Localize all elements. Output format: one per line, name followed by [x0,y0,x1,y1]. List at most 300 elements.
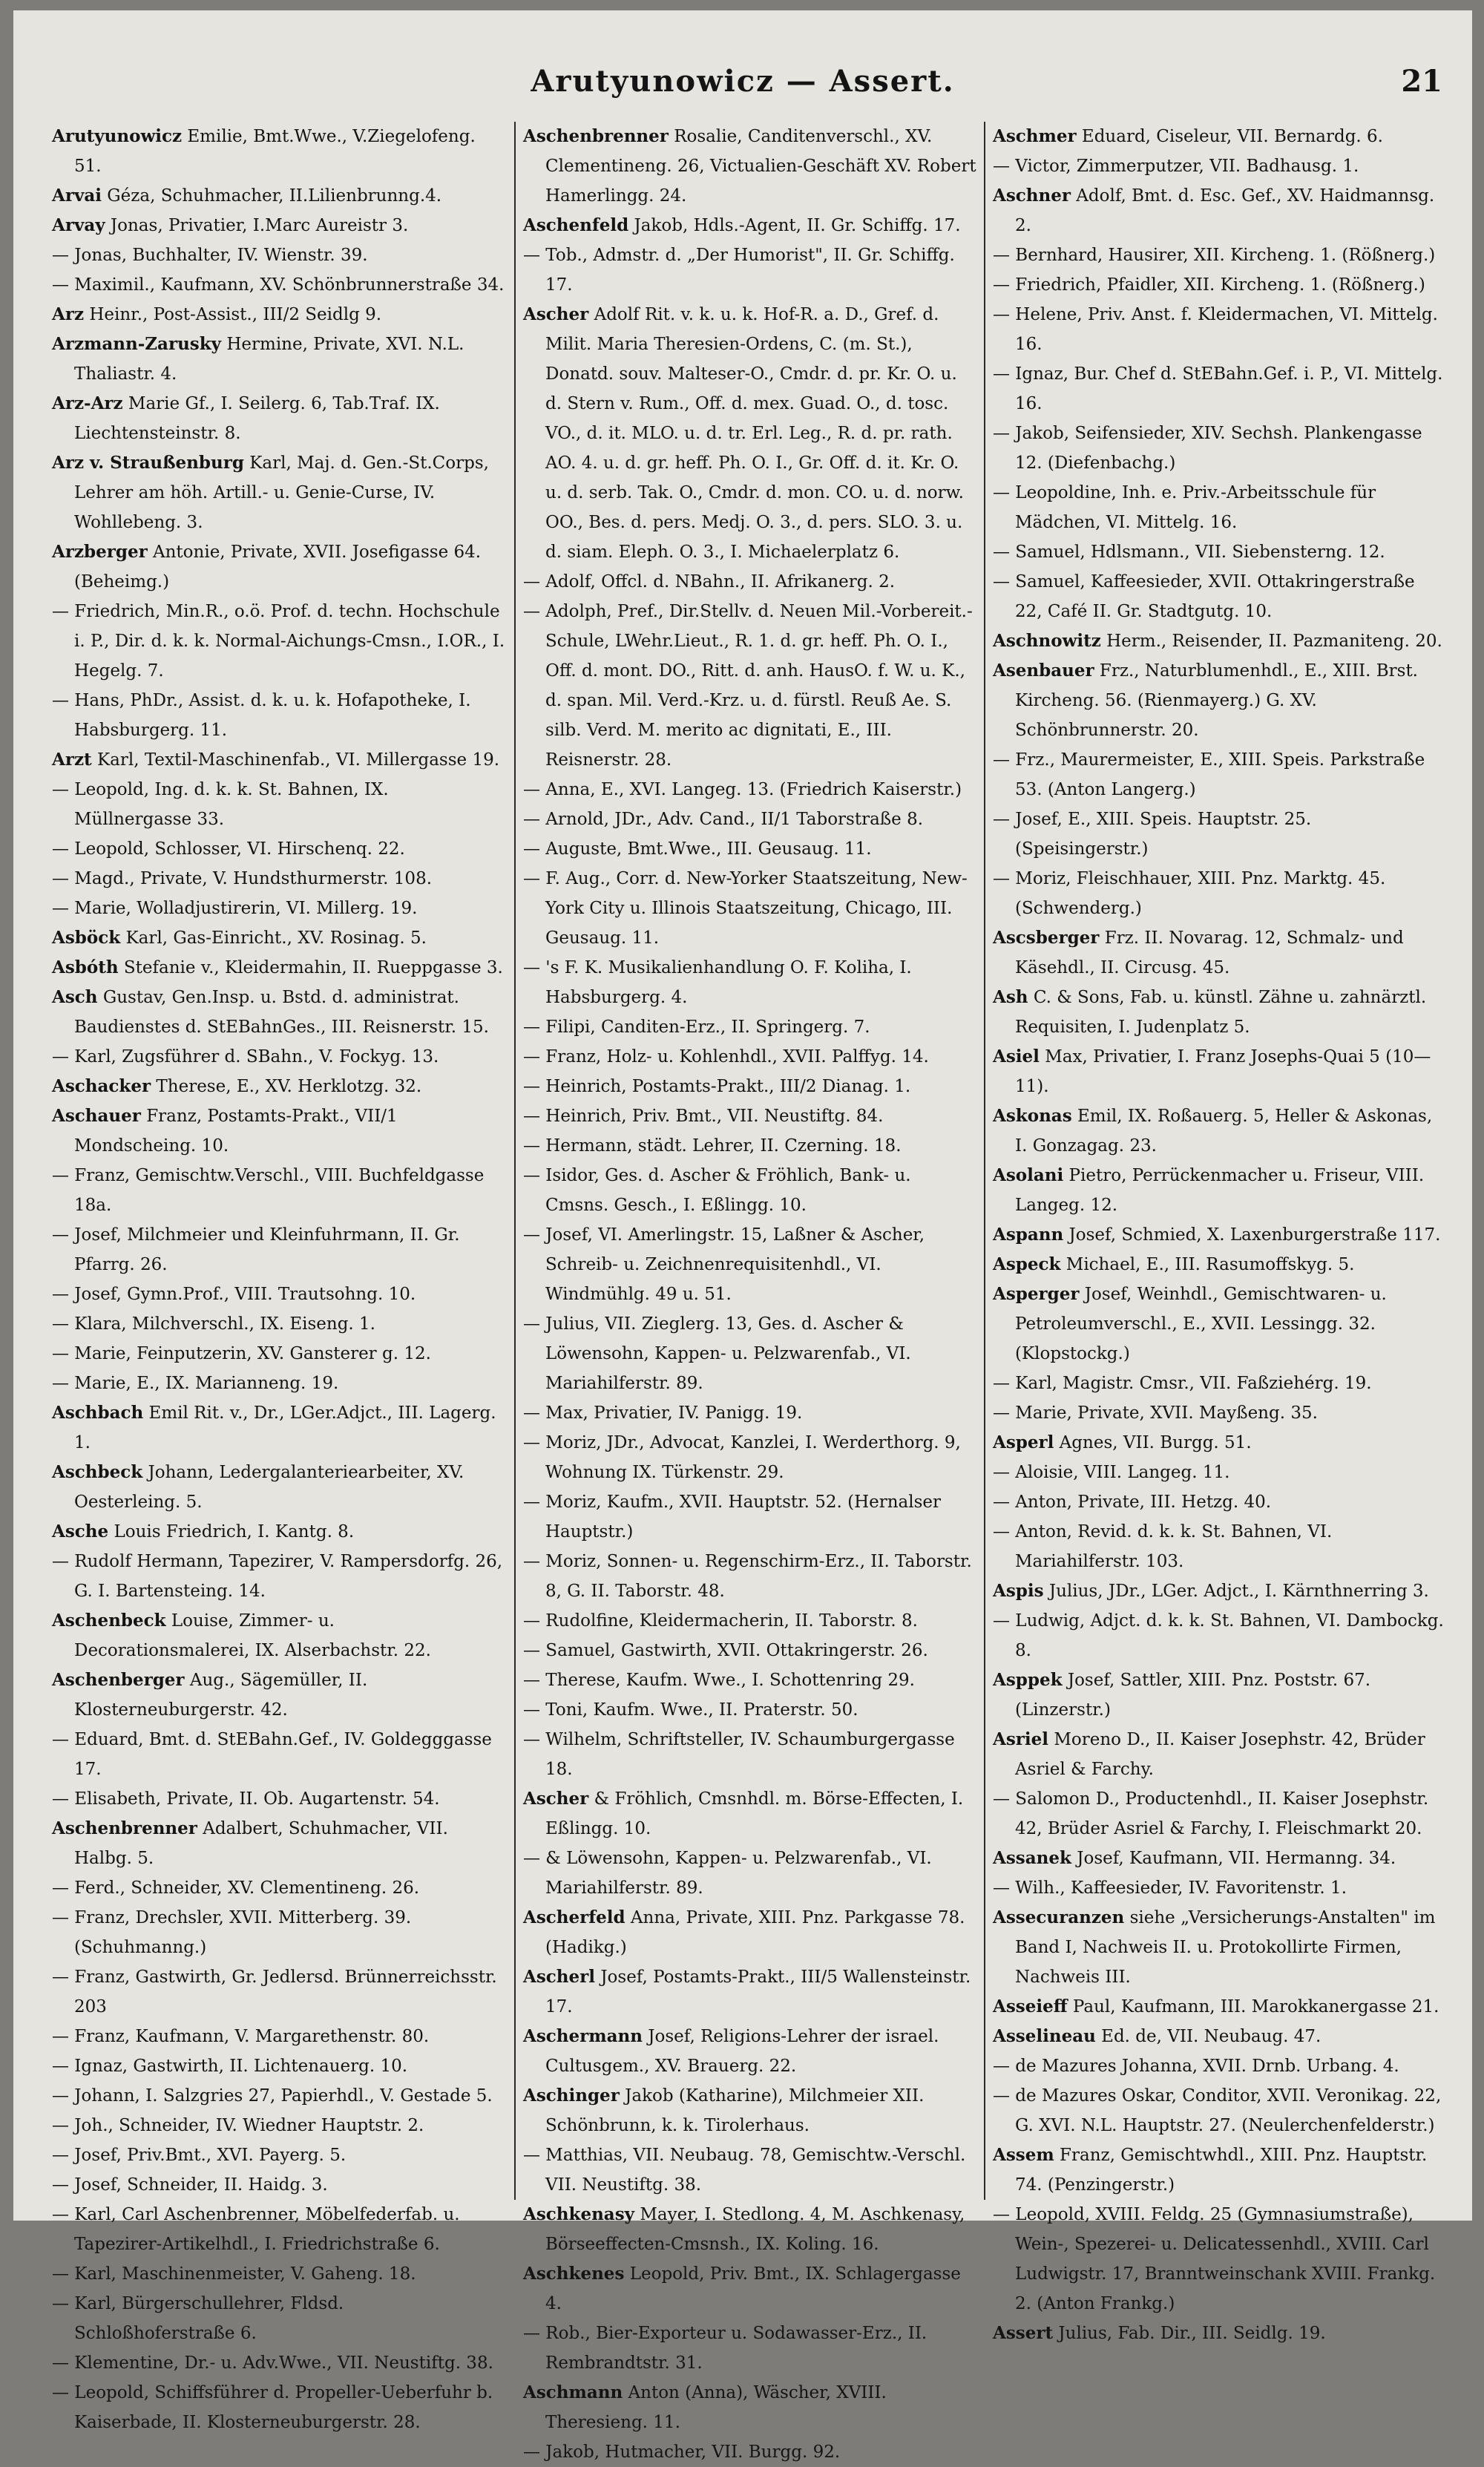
entry-details: Aug., Sägemüller, II. Klosterneuburgerstr. 42. [74,1671,368,1720]
directory-entry [52,2140,507,2170]
directory-entry [993,1250,1446,1280]
directory-entry [993,1844,1446,1873]
entry-surname: Asriel [993,1729,1049,1749]
entry-details: — Karl, Bürgerschullehrer, Fldsd. Schloßhoferstraße 6. [52,2294,344,2343]
entry-details: Frz. II. Novarag. 12, Schmalz- und Käsehdl., II. Circusg. 45. [1015,928,1404,977]
directory-entry [52,2051,507,2081]
entry-details: — Josef, VI. Amerlingstr. 15, Laßner & Ascher, Schreib- u. Zeichnenrequisitenhdl., VI. Windmühlg. 49 u. 51. [523,1225,925,1304]
directory-entry [523,597,976,775]
entry-details: — Josef, Schneider, II. Haidg. 3. [52,2175,328,2195]
entry-details: Emilie, Bmt.Wwe., V.Ziegelofeng. 51. [74,127,476,176]
directory-entry [993,567,1446,626]
directory-entry [523,1072,976,1101]
entry-details: — Wilhelm, Schriftsteller, IV. Schaumburgergasse 18. [523,1730,955,1779]
entry-details: — Samuel, Hdlsmann., VII. Siebensterng. 12. [993,543,1385,562]
entry-details: — Helene, Priv. Anst. f. Kleidermachen, VI. Mittelg. 16. [993,305,1438,354]
entry-details: — F. Aug., Corr. d. New-Yorker Staatszeitung, New-York City u. Illinois Staatszeitung, Chicago, III. Geusaug. 11. [523,869,968,948]
entry-details: — Adolph, Pref., Dir.Stellv. d. Neuen Mil.-Vorbereit.-Schule, LWehr.Lieut., R. 1. d. gr. heff. Ph. O. I., Off. d. mont. DO., Ritt. d. anh. HausO. f. W. u. K., d. span. Mil. Verd.-Krz. u. d. fürstl. Reuß Ae. S. silb. Verd. M. merito ac dignitati, E., III. Reisnerstr. 28. [523,602,973,770]
entry-details: — Ludwig, Adjct. d. k. k. St. Bahnen, VI. Dambockg. 8. [993,1611,1444,1660]
entry-details: — Filipi, Canditen-Erz., II. Springerg. 7. [523,1018,870,1037]
directory-entry [523,834,976,864]
entry-details: — Samuel, Gastwirth, XVII. Ottakringerstr. 26. [523,1641,928,1660]
directory-entry [523,1309,976,1398]
entry-details: Adolf, Bmt. d. Esc. Gef., XV. Haidmannsg. 2. [1015,186,1435,235]
directory-entry [993,1576,1446,1606]
entry-details: — Anna, E., XVI. Langeg. 13. (Friedrich Kaiserstr.) [523,780,962,799]
directory-entry [993,1458,1446,1487]
directory-entry [52,1725,507,1784]
entry-details: — Anton, Revid. d. k. k. St. Bahnen, VI. Mariahilferstr. 103. [993,1522,1333,1571]
entry-details: Michael, E., III. Rasumoffskyg. 5. [1060,1255,1355,1274]
entry-details: — Julius, VII. Zieglerg. 13, Ges. d. Ascher & Löwensohn, Kappen- u. Pelzwarenfab., VI. Mariahilferstr. 89. [523,1314,911,1393]
directory-entry [52,2200,507,2259]
directory-entry [523,953,976,1012]
entry-details: Moreno D., II. Kaiser Josephstr. 42, Brüder Asriel & Farchy. [1015,1730,1425,1779]
entry-details: Ed. de, VII. Neubaug. 47. [1095,2027,1322,2046]
directory-entry [52,1309,507,1339]
directory-entry [993,2140,1446,2200]
entry-surname: Arz [52,304,85,324]
entry-details: — Rudolfine, Kleidermacherin, II. Taborstr. 8. [523,1611,918,1631]
entry-details: — Franz, Gemischtw.Verschl., VIII. Buchfeldgasse 18a. [52,1166,485,1215]
entry-details: — Heinrich, Postamts-Prakt., III/2 Dianag. 1. [523,1077,911,1096]
directory-entry [52,448,507,537]
entry-details: — Elisabeth, Private, II. Ob. Augartenstr. 54. [52,1789,440,1809]
directory-entry [993,626,1446,656]
directory-entry [993,1992,1446,2022]
entry-details: — Rudolf Hermann, Tapezirer, V. Rampersdorfg. 26, G. I. Bartensteing. 14. [52,1552,503,1601]
directory-entry [523,2140,976,2200]
entry-details: Pietro, Perrückenmacher u. Friseur, VIII. Langeg. 12. [1015,1166,1425,1215]
entry-surname: Aschbeck [52,1462,143,1482]
directory-entry [993,745,1446,805]
directory-entry [52,864,507,894]
column-left [45,122,514,2432]
directory-entry [523,1012,976,1042]
directory-entry [52,2378,507,2437]
entry-details: — Josef, Gymn.Prof., VIII. Trautsohng. 10. [52,1285,416,1304]
entry-details: Paul, Kaufmann, III. Marokkanergasse 21. [1067,1997,1439,2016]
entry-details: — Marie, Feinputzerin, XV. Gansterer g. 12. [52,1344,431,1363]
entry-details: Josef, Religions-Lehrer der israel. Cultusgem., XV. Brauerg. 22. [545,2027,939,2076]
entry-details: — Isidor, Ges. d. Ascher & Fröhlich, Bank- u. Cmsns. Gesch., I. Eßlingg. 10. [523,1166,911,1215]
entry-surname: Arz-Arz [52,393,123,413]
directory-columns [45,122,1454,2462]
entry-surname: Aschermann [523,2026,643,2046]
directory-entry [52,389,507,448]
entry-details: — Ignaz, Bur. Chef d. StEBahn.Gef. i. P., VI. Mittelg. 16. [993,364,1443,413]
entry-surname: Arzmann-Zarusky [52,334,222,354]
entry-details: — Karl, Carl Aschenbrenner, Möbelfederfab. u. Tapezirer-Artikelhdl., I. Friedrichstraße 6. [52,2205,460,2254]
entry-details: Stefanie v., Kleidermahin, II. Rueppgasse 3. [118,958,503,977]
entry-surname: Assecuranzen [993,1907,1125,1927]
directory-entry [523,2200,976,2259]
entry-details: — Wilh., Kaffeesieder, IV. Favoritenstr. 1. [993,1878,1347,1898]
entry-details: Antonie, Private, XVII. Josefigasse 64. (Beheimg.) [74,543,482,592]
directory-entry [52,1903,507,1962]
directory-entry [523,1606,976,1636]
entry-surname: Assem [993,2145,1054,2165]
entry-details: — Anton, Private, III. Hetzg. 40. [993,1493,1272,1512]
directory-entry [523,1695,976,1725]
entry-details: — Aloisie, VIII. Langeg. 11. [993,1463,1230,1482]
entry-details: Max, Privatier, I. Franz Josephs-Quai 5 (10—11). [1015,1047,1431,1096]
directory-entry [52,953,507,983]
entry-surname: Aspeck [993,1254,1061,1274]
entry-surname: Ascher [523,1789,589,1809]
entry-details: Heinr., Post-Assist., III/2 Seidlg 9. [84,305,382,324]
entry-surname: Aspann [993,1225,1064,1245]
entry-details: — Moriz, Fleischhauer, XIII. Pnz. Marktg. 45. (Schwenderg.) [993,869,1386,918]
entry-details: — Franz, Holz- u. Kohlenhdl., XVII. Palffyg. 14. [523,1047,929,1067]
entry-details: — Hans, PhDr., Assist. d. k. u. k. Hofapotheke, I. Habsburgerg. 11. [52,691,471,740]
entry-details: Josef, Kaufmann, VII. Hermanng. 34. [1071,1849,1396,1868]
directory-entry [523,2081,976,2140]
entry-surname: Aschner [993,186,1071,206]
entry-details: — Bernhard, Hausirer, XII. Kircheng. 1. (Rößnerg.) [993,246,1436,265]
entry-details: Julius, Fab. Dir., III. Seidlg. 19. [1053,2324,1326,2343]
entry-details: — Salomon D., Productenhdl., II. Kaiser Josephstr. 42, Brüder Asriel & Farchy, I. Fleischmarkt 20. [993,1789,1429,1838]
entry-surname: Asbóth [52,957,119,977]
entry-surname: Asche [52,1521,109,1542]
directory-entry [52,894,507,923]
directory-entry [52,686,507,745]
entry-details: Emil Rit. v., Dr., LGer.Adjct., III. Lagerg. 1. [74,1403,496,1452]
entry-details: — Samuel, Kaffeesieder, XVII. Ottakringerstraße 22, Café II. Gr. Stadtgutg. 10. [993,572,1415,621]
directory-entry [52,122,507,181]
entry-details: siehe „Versicherungs-Anstalten" im Band I, Nachweis II. u. Protokollirte Firmen, Nachweis III. [1015,1908,1436,1987]
entry-surname: Asböck [52,928,121,948]
directory-entry [523,1487,976,1547]
directory-entry [523,1784,976,1844]
entry-details: Adolf Rit. v. k. u. k. Hof-R. a. D., Gref. d. Milit. Maria Theresien-Ordens, C. (m. St.), Donatd. souv. Malteser-O., Cmdr. d. pr. Kr. O. u. d. Stern v. Rum., Off. d. mex. Guad. O., d. tosc. VO., d. it. MLO. u. d. tr. Erl. Leg., R. d. pr. rath. AO. 4. u. d. gr. heff. Ph. O. I., Gr. Off. d. it. Kr. O. u. d. serb. Tak. O., Cmdr. d. mon. CO. u. d. norw. OO., Bes. d. pers. Medj. O. 3., d. pers. SLO. 3. u. d. siam. Eleph. O. 3., I. Michaelerplatz 6. [545,305,964,562]
entry-surname: Assanek [993,1848,1071,1868]
directory-entry [523,1398,976,1428]
directory-entry [993,864,1446,923]
entry-details: — Maximil., Kaufmann, XV. Schönbrunnerstraße 34. [52,275,505,295]
entry-surname: Arvay [52,215,105,235]
directory-entry [993,1369,1446,1398]
directory-entry [523,211,976,240]
entry-surname: Ascherfeld [523,1907,626,1927]
entry-details: Louis Friedrich, I. Kantg. 8. [108,1522,355,1542]
entry-details: Therese, E., XV. Herklotzg. 32. [151,1077,422,1096]
entry-details: — Arnold, JDr., Adv. Cand., II/1 Taborstraße 8. [523,810,924,829]
directory-entry [52,1369,507,1398]
entry-details: — Franz, Kaufmann, V. Margarethenstr. 80. [52,2027,430,2046]
directory-entry [993,2081,1446,2140]
directory-entry [523,2378,976,2437]
directory-entry [523,864,976,953]
directory-entry [993,359,1446,419]
directory-entry [993,1487,1446,1517]
entry-details: Gustav, Gen.Insp. u. Bstd. d. administrat. Baudienstes d. StEBahnGes., III. Reisnerstr. 15. [74,988,489,1037]
directory-entry [52,1517,507,1547]
entry-surname: Ascsberger [993,928,1100,948]
entry-surname: Asolani [993,1165,1064,1185]
directory-entry [993,151,1446,181]
directory-entry [523,1220,976,1309]
directory-entry [523,122,976,211]
directory-entry [523,1636,976,1665]
directory-entry [52,1784,507,1814]
entry-details: — Leopoldine, Inh. e. Priv.-Arbeitsschule für Mädchen, VI. Mittelg. 16. [993,483,1376,532]
directory-entry [523,1962,976,2022]
directory-entry [52,745,507,775]
entry-details: — Adolf, Offcl. d. NBahn., II. Afrikanerg. 2. [523,572,896,592]
directory-entry [52,2081,507,2111]
directory-entry [993,270,1446,300]
entry-details: — Moriz, JDr., Advocat, Kanzlei, I. Werderthorg. 9, Wohnung IX. Türkenstr. 29. [523,1433,961,1482]
directory-entry [993,2051,1446,2081]
entry-surname: Arzberger [52,542,148,562]
entry-surname: Aschkenes [523,2264,625,2284]
entry-surname: Aschenfeld [523,215,629,235]
directory-entry [52,2111,507,2140]
entry-surname: Asppek [993,1670,1063,1690]
entry-details: — Joh., Schneider, IV. Wiedner Hauptstr. 2. [52,2116,424,2135]
directory-entry [993,1042,1446,1101]
directory-entry [993,1606,1446,1665]
entry-surname: Asperger [993,1284,1080,1304]
directory-entry [523,1101,976,1131]
entry-details: Louise, Zimmer- u. Decorationsmalerei, IX. Alserbachstr. 22. [74,1611,431,1660]
directory-entry [52,1042,507,1072]
directory-entry [52,270,507,300]
running-head: Arutyunowicz — Assert. [531,64,955,99]
entry-details: — Leopold, XVIII. Feldg. 25 (Gymnasiumstraße), Wein-, Spezerei- u. Delicatessenhdl., XVIII. Carl Ludwigstr. 17, Branntweinschank XVIII. Frankg. 2. (Anton Frankg.) [993,2205,1436,2313]
entry-details: — Matthias, VII. Neubaug. 78, Gemischtw.-Verschl. VII. Neustiftg. 38. [523,2146,966,2195]
entry-details: Josef, Weinhdl., Gemischtwaren- u. Petroleumverschl., E., XVII. Lessingg. 32. (Klopstockg.) [1015,1285,1387,1363]
entry-details: — Eduard, Bmt. d. StEBahn.Gef., IV. Goldegggasse 17. [52,1730,492,1779]
entry-details: Josef, Sattler, XIII. Pnz. Poststr. 67. (Linzerstr.) [1015,1671,1371,1720]
directory-entry [993,1665,1446,1725]
entry-details: Josef, Schmied, X. Laxenburgerstraße 117. [1063,1225,1441,1245]
entry-details: — Marie, Wolladjustirerin, VI. Millerg. 19. [52,899,418,918]
directory-entry [523,805,976,834]
entry-surname: Arz v. Straußenburg [52,453,244,473]
entry-details: — Max, Privatier, IV. Panigg. 19. [523,1403,803,1423]
entry-details: Josef, Postamts-Prakt., III/5 Wallensteinstr. 17. [545,1968,971,2016]
entry-surname: Asseieff [993,1996,1068,2016]
entry-surname: Ascherl [523,1967,596,1987]
entry-details: Frz., Naturblumenhdl., E., XIII. Brst. Kircheng. 56. (Rienmayerg.) G. XV. Schönbrunnerstr. 20. [1015,661,1418,740]
directory-entry [993,2200,1446,2319]
directory-entry [993,1280,1446,1369]
directory-entry [52,2259,507,2289]
entry-surname: Askonas [993,1106,1072,1126]
entry-details: — Leopold, Ing. d. k. k. St. Bahnen, IX. Müllnergasse 33. [52,780,389,829]
entry-details: Johann, Ledergalanteriearbeiter, XV. Oesterleing. 5. [74,1463,464,1512]
entry-details: Agnes, VII. Burgg. 51. [1054,1433,1252,1452]
directory-entry [52,2289,507,2348]
directory-entry [52,1072,507,1101]
entry-surname: Aschkenasy [523,2204,635,2224]
directory-entry [52,537,507,597]
directory-entry [523,1042,976,1072]
directory-entry [993,300,1446,359]
entry-surname: Asperl [993,1432,1054,1452]
entry-details: — Leopold, Schiffsführer d. Propeller-Ueberfuhr b. Kaiserbade, II. Klosterneuburgerstr. 28. [52,2383,493,2432]
entry-details: — Josef, Priv.Bmt., XVI. Payerg. 5. [52,2146,347,2165]
directory-entry [52,834,507,864]
entry-details: — Frz., Maurermeister, E., XIII. Speis. Parkstraße 53. (Anton Langerg.) [993,750,1425,799]
directory-entry [523,2437,976,2467]
directory-entry [523,2319,976,2378]
entry-details: — Friedrich, Min.R., o.ö. Prof. d. techn. Hochschule i. P., Dir. d. k. k. Normal-Aichungs-Cmsn., I.OR., I. Hegelg. 7. [52,602,505,681]
directory-entry [52,1101,507,1161]
entry-surname: Asiel [993,1046,1040,1067]
directory-entry [993,805,1446,864]
entry-surname: Aschenberger [52,1670,185,1690]
entry-details: Herm., Reisender, II. Pazmaniteng. 20. [1100,632,1442,651]
page-number: 21 [1401,64,1442,99]
directory-entry [993,181,1446,240]
entry-details: — Franz, Gastwirth, Gr. Jedlersd. Brünnerreichsstr. 203 [52,1968,497,2016]
entry-details: — Marie, E., IX. Marianneng. 19. [52,1374,339,1393]
directory-entry [523,1547,976,1606]
directory-entry [52,2022,507,2051]
directory-entry [52,983,507,1042]
directory-entry [993,1428,1446,1458]
entry-details: Jakob, Hdls.-Agent, II. Gr. Schiffg. 17. [628,216,961,235]
directory-entry [52,775,507,834]
directory-entry [52,1606,507,1665]
entry-surname: Asch [52,987,98,1007]
entry-details: — de Mazures Oskar, Conditor, XVII. Veronikag. 22, G. XVI. N.L. Hauptstr. 27. (Neulerchenfelderstr.) [993,2086,1442,2135]
entry-details: — Tob., Admstr. d. „Der Humorist", II. Gr. Schiffg. 17. [523,246,955,295]
entry-surname: Ash [993,987,1028,1007]
directory-entry [993,656,1446,745]
directory-entry [523,567,976,597]
entry-details: — Rob., Bier-Exporteur u. Sodawasser-Erz., II. Rembrandtstr. 31. [523,2324,928,2373]
entry-details: — Auguste, Bmt.Wwe., III. Geusaug. 11. [523,839,872,859]
entry-details: — Josef, Milchmeier und Kleinfuhrmann, II. Gr. Pfarrg. 26. [52,1225,460,1274]
entry-surname: Aschenbeck [52,1611,166,1631]
page-header [13,55,1472,122]
entry-details: — de Mazures Johanna, XVII. Drnb. Urbang. 4. [993,2057,1399,2076]
entry-surname: Asenbauer [993,661,1094,681]
entry-details: Anton (Anna), Wäscher, XVIII. Theresieng. 11. [545,2383,887,2432]
entry-details: — Hermann, städt. Lehrer, II. Czerning. 18. [523,1136,902,1156]
entry-details: — Jonas, Buchhalter, IV. Wienstr. 39. [52,246,368,265]
directory-entry [52,1547,507,1606]
entry-details: — Josef, E., XIII. Speis. Hauptstr. 25. (Speisingerstr.) [993,810,1312,859]
directory-entry [523,1131,976,1161]
directory-entry [52,330,507,389]
directory-entry [993,1517,1446,1576]
entry-details: Emil, IX. Roßauerg. 5, Heller & Askonas, I. Gonzagag. 23. [1015,1107,1433,1156]
entry-details: Adalbert, Schuhmacher, VII. Halbg. 5. [74,1819,448,1868]
entry-details: — Leopold, Schlosser, VI. Hirschenq. 22. [52,839,405,859]
entry-surname: Ascher [523,304,589,324]
directory-entry [52,2348,507,2378]
directory-entry [993,240,1446,270]
directory-entry [523,1161,976,1220]
entry-details: & Fröhlich, Cmsnhdl. m. Börse-Effecten, I. Eßlingg. 10. [545,1789,964,1838]
entry-surname: Aschnowitz [993,631,1101,651]
entry-details: — Klementine, Dr.- u. Adv.Wwe., VII. Neustiftg. 38. [52,2353,493,2373]
directory-entry [52,597,507,686]
directory-entry [993,923,1446,983]
entry-surname: Arzt [52,750,92,770]
directory-entry [993,1161,1446,1220]
entry-details: — Friedrich, Pfaidler, XII. Kircheng. 1. (Rößnerg.) [993,275,1425,295]
entry-surname: Asselineau [993,2026,1096,2046]
directory-entry [52,1280,507,1309]
directory-entry [52,1962,507,2022]
directory-entry [523,2022,976,2081]
entry-details: — Karl, Magistr. Cmsr., VII. Faßziehérg. 19. [993,1374,1372,1393]
directory-entry [993,478,1446,537]
entry-details: Mayer, I. Stedlong. 4, M. Aschkenasy, Börseeffecten-Cmsnsh., IX. Koling. 16. [545,2205,965,2254]
entry-details: — Ferd., Schneider, XV. Clementineng. 26. [52,1878,420,1898]
entry-details: — Therese, Kaufm. Wwe., I. Schottenring 29. [523,1671,915,1690]
entry-surname: Aschauer [52,1106,141,1126]
directory-entry [993,1873,1446,1903]
entry-surname: Aschbach [52,1403,144,1423]
entry-details: — Jakob, Hutmacher, VII. Burgg. 92. [523,2443,841,2462]
entry-details: — Magd., Private, V. Hundsthurmerstr. 108. [52,869,433,888]
entry-details: — Marie, Private, XVII. Mayßeng. 35. [993,1403,1318,1423]
directory-entry [993,419,1446,478]
directory-entry [52,211,507,240]
directory-entry [52,1220,507,1280]
entry-surname: Aschenbrenner [52,1818,197,1838]
entry-surname: Assert [993,2323,1054,2343]
entry-surname: Aschacker [52,1076,151,1096]
directory-entry [523,1725,976,1784]
entry-details: — Johann, I. Salzgries 27, Papierhdl., V. Gestade 5. [52,2086,493,2106]
entry-details: — Heinrich, Priv. Bmt., VII. Neustiftg. 84. [523,1107,884,1126]
entry-surname: Arutyunowicz [52,126,183,146]
directory-entry [523,1428,976,1487]
entry-details: C. & Sons, Fab. u. künstl. Zähne u. zahnärztl. Requisiten, I. Judenplatz 5. [1015,988,1427,1037]
entry-details: — Franz, Drechsler, XVII. Mitterberg. 39. (Schuhmanng.) [52,1908,412,1957]
directory-entry [993,1101,1446,1161]
entry-surname: Aschmer [993,126,1077,146]
entry-details: Rosalie, Canditenverschl., XV. Clementineng. 26, Victualien-Geschäft XV. Robert Hamerlingg. 24. [545,127,976,206]
entry-details: — Karl, Maschinenmeister, V. Gaheng. 18. [52,2264,416,2284]
directory-entry [52,1339,507,1369]
directory-entry [523,240,976,300]
directory-entry [993,1903,1446,1992]
directory-entry [993,983,1446,1042]
directory-entry [993,1220,1446,1250]
directory-entry [523,1903,976,1962]
directory-entry [52,923,507,953]
directory-entry [993,1784,1446,1844]
directory-entry [52,1458,507,1517]
directory-entry [993,122,1446,151]
entry-details: — Victor, Zimmerputzer, VII. Badhausg. 1. [993,157,1359,176]
entry-details: Karl, Gas-Einricht., XV. Rosinag. 5. [120,928,427,948]
directory-entry [993,2022,1446,2051]
directory-entry [523,775,976,805]
directory-entry [52,2170,507,2200]
directory-page [13,10,1472,2462]
entry-details: — Karl, Zugsführer d. SBahn., V. Fockyg. 13. [52,1047,439,1067]
entry-details: Anna, Private, XIII. Pnz. Parkgasse 78. (Hadikg.) [545,1908,965,1957]
entry-details: — & Löwensohn, Kappen- u. Pelzwarenfab., VI. Mariahilferstr. 89. [523,1849,932,1898]
directory-entry [993,2319,1446,2348]
column-right [984,122,1454,2343]
entry-surname: Aspis [993,1581,1044,1601]
directory-entry [993,1725,1446,1784]
entry-details: — Ignaz, Gastwirth, II. Lichtenauerg. 10. [52,2057,408,2076]
directory-entry [52,1665,507,1725]
entry-details: Julius, JDr., LGer. Adjct., I. Kärnthnerring 3. [1043,1582,1429,1601]
